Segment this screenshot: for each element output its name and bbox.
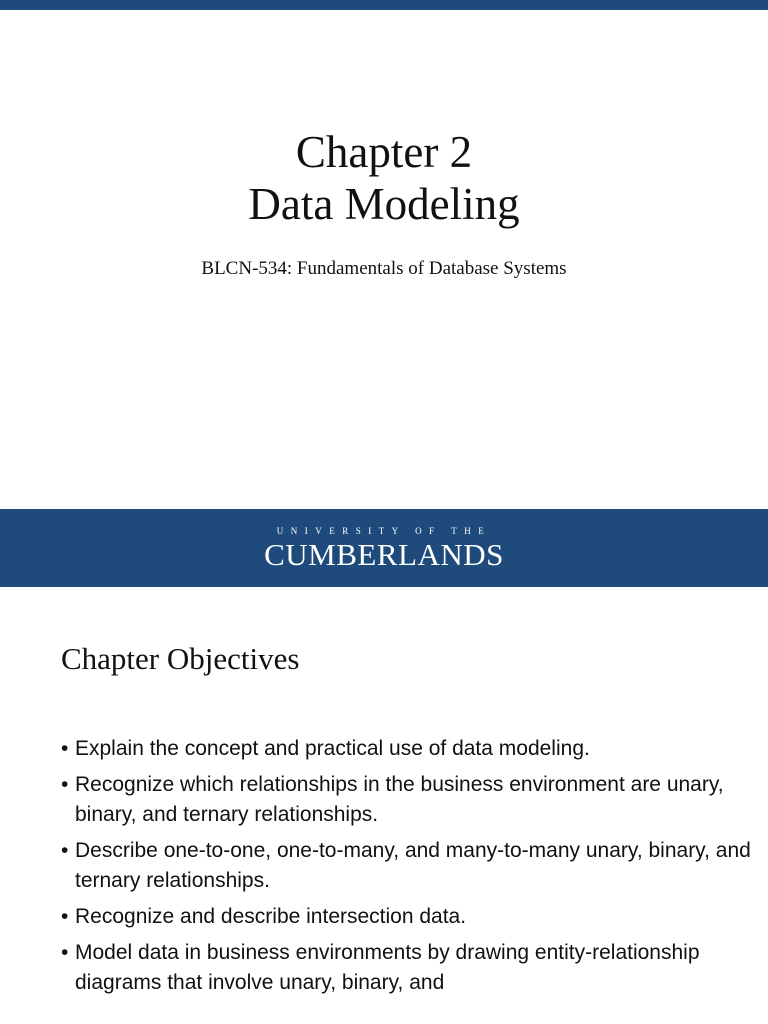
objective-text: Describe one-to-one, one-to-many, and many-to-many unary, binary, and ternary relationships.	[75, 839, 751, 892]
bullet-icon: •	[61, 737, 69, 760]
slide-subtitle: BLCN-534: Fundamentals of Database Systems	[201, 258, 567, 279]
bullet-icon: •	[61, 941, 69, 964]
bullet-icon: •	[61, 773, 69, 796]
objective-item	[61, 734, 751, 764]
objective-item	[61, 938, 751, 998]
top-accent-bar	[0, 0, 768, 10]
banner-small-text: UNIVERSITY OF THE	[276, 526, 492, 536]
objective-item	[61, 902, 751, 932]
title-block	[0, 126, 768, 230]
bullet-icon: •	[61, 905, 69, 928]
objective-text: Recognize which relationships in the business environment are unary, binary, and ternary relationships.	[75, 773, 724, 826]
objective-item	[61, 836, 751, 896]
objective-text: Recognize and describe intersection data.	[75, 905, 467, 928]
bullet-icon: •	[61, 839, 69, 862]
banner-logo-text: CUMBERLANDS	[264, 537, 504, 572]
objective-item	[61, 770, 751, 830]
objective-text: Explain the concept and practical use of data modeling.	[75, 737, 590, 760]
objectives-heading: Chapter Objectives	[61, 641, 300, 676]
objectives-list	[61, 734, 751, 1004]
slide-title-line-1: Chapter 2	[295, 127, 473, 177]
university-banner	[0, 509, 768, 587]
objective-text: Model data in business environments by drawing entity-relationship diagrams that involve unary, binary, and	[75, 941, 700, 994]
slide-title-line-2: Data Modeling	[248, 179, 520, 229]
